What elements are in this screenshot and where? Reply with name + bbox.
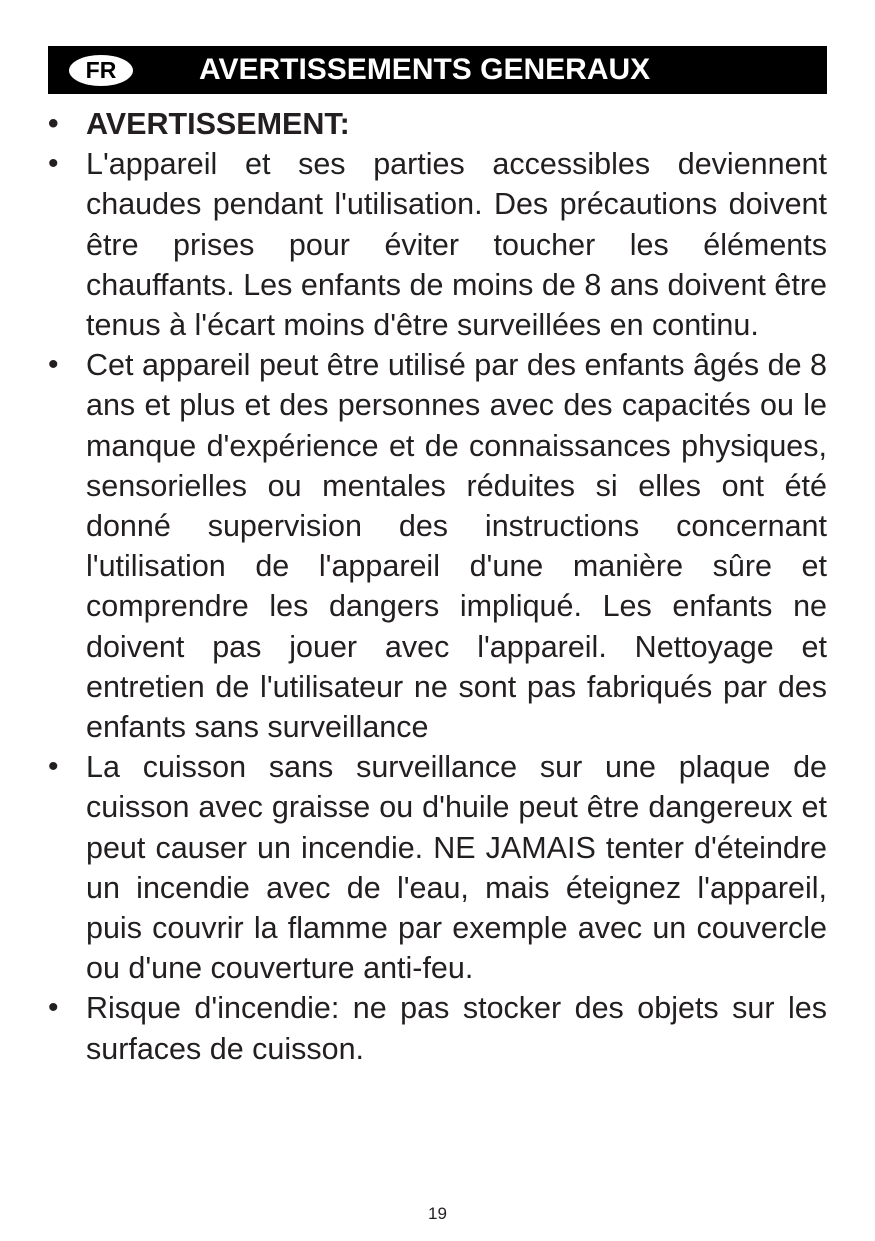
bullet-icon: • [48,991,59,1025]
page-number: 19 [428,1204,447,1223]
warning-text: Risque d'incendie: ne pas stocker des objets sur les surfaces de cuisson. [86,991,827,1066]
warning-item-fire-risk [48,988,827,1068]
bullet-icon: • [48,107,59,140]
bullet-icon: • [48,348,59,382]
section-title: AVERTISSEMENTS GENERAUX [199,53,651,86]
warning-item-hot-surfaces [48,144,827,345]
bullet-icon: • [48,147,59,181]
warning-item-unattended-cooking [48,747,827,988]
warning-text: La cuisson sans surveillance sur une plaque de cuisson avec graisse ou d'huile peut être dangereux et peut causer un incendie. NE JAMAIS tenter d'éteindre un incendie avec de l'eau, mais éteignez l'appareil, puis couvrir la flamme par exemple avec un couvercle ou d'une couverture anti-feu. [86,750,827,986]
warning-item-children-supervision [48,345,827,747]
warnings-list [48,104,827,1069]
warning-text: Cet appareil peut être utilisé par des enfants âgés de 8 ans et plus et des personnes avec des capacités ou le manque d'expérience et de connaissances physiques, sensorielles ou mentales réduites si elles ont été donné supervision des instructions concernant l'utilisation de l'appareil d'une manière sûre et comprendre les dangers impliqué. Les enfants ne doivent pas jouer avec l'appareil. Nettoyage et entretien de l'utilisateur ne sont pas fabriqués par des enfants sans surveillance [86,348,827,745]
warning-heading: AVERTISSEMENT: [86,107,350,141]
section-header-bar [48,46,827,94]
language-badge: FR [69,55,133,86]
warning-text: L'appareil et ses parties accessibles deviennent chaudes pendant l'utilisation. Des précautions doivent être prises pour éviter toucher les éléments chauffants. Les enfants de moins de 8 ans doivent être tenus à l'écart moins d'être surveillées en continu. [86,147,827,343]
warning-heading-item [48,104,827,144]
bullet-icon: • [48,750,59,784]
